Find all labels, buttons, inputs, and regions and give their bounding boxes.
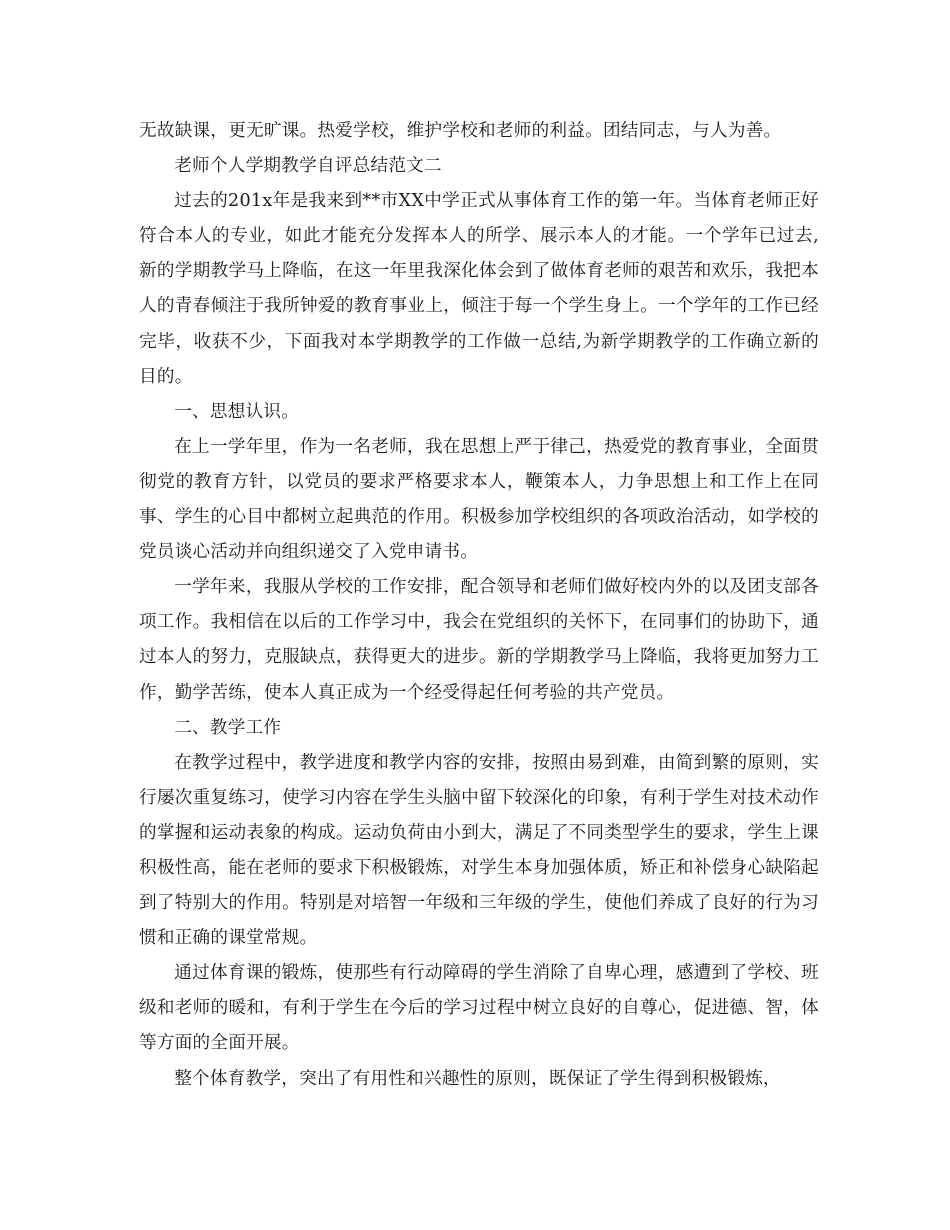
paragraph-ideology: 在上一学年里，作为一名老师，我在思想上严于律己，热爱党的教育事业，全面贯彻党的教育方针，以党员的要求严格要求本人，鞭策本人，力争思想上和工作上在同事、学生的心目中都树立起典范的作用。积极参加学校组织的各项政治活动，如学校的党员谈心活动并向组织递交了入党申请书。 <box>139 436 819 563</box>
heading-ideology: 一、思想认识。 <box>174 401 300 422</box>
paragraph-pe-principles: 整个体育教学，突出了有用性和兴趣性的原则，既保证了学生得到积极锻炼， <box>174 1068 781 1089</box>
heading-teaching: 二、教学工作 <box>174 717 282 738</box>
paragraph-work-arrangement: 一学年来，我服从学校的工作安排，配合领导和老师们做好校内外的以及团支部各项工作。我相信在以后的工作学习中，我会在党组织的关怀下，在同事们的协助下，通过本人的努力，克服缺点，获得更大的进步。新的学期教学马上降临，我将更加努力工作，勤学苦练，使本人真正成为一个经受得起任何考验的共产党员。 <box>139 577 819 703</box>
document-body <box>139 114 819 1097</box>
paragraph-teaching-process: 在教学过程中，教学进度和教学内容的安排，按照由易到难，由简到繁的原则，实行屡次重复练习，使学习内容在学生头脑中留下较深化的印象，有利于学生对技术动作的掌握和运动表象的构成。运动负荷由小到大，满足了不同类型学生的要求，学生上课积极性高，能在老师的要求下积极锻炼，对学生本身加强体质，矫正和补偿身心缺陷起到了特别大的作用。特别是对培智一年级和三年级的学生，使他们养成了良好的行为习惯和正确的课堂常规。 <box>139 752 819 949</box>
paragraph-intro: 过去的201x年是我来到**市XX中学正式从事体育工作的第一年。当体育老师正好符合本人的专业，如此才能充分发挥本人的所学、展示本人的才能。一个学年已过去,新的学期教学马上降临，在这一年里我深化体会到了做体育老师的艰苦和欢乐，我把本人的青春倾注于我所钟爱的教育事业上，倾注于每一个学生身上。一个学年的工作已经完毕，收获不少，下面我对本学期教学的工作做一总结,为新学期教学的工作确立新的目的。 <box>139 191 819 387</box>
section-title: 老师个人学期教学自评总结范文二 <box>174 156 442 177</box>
paragraph-pe-exercise: 通过体育课的锻炼，使那些有行动障碍的学生消除了自卑心理，感遭到了学校、班级和老师的暖和，有利于学生在今后的学习过程中树立良好的自尊心，促进德、智，体等方面的全面开展。 <box>139 963 819 1054</box>
paragraph-continuation: 无故缺课，更无旷课。热爱学校，维护学校和老师的利益。团结同志，与人为善。 <box>139 121 782 141</box>
